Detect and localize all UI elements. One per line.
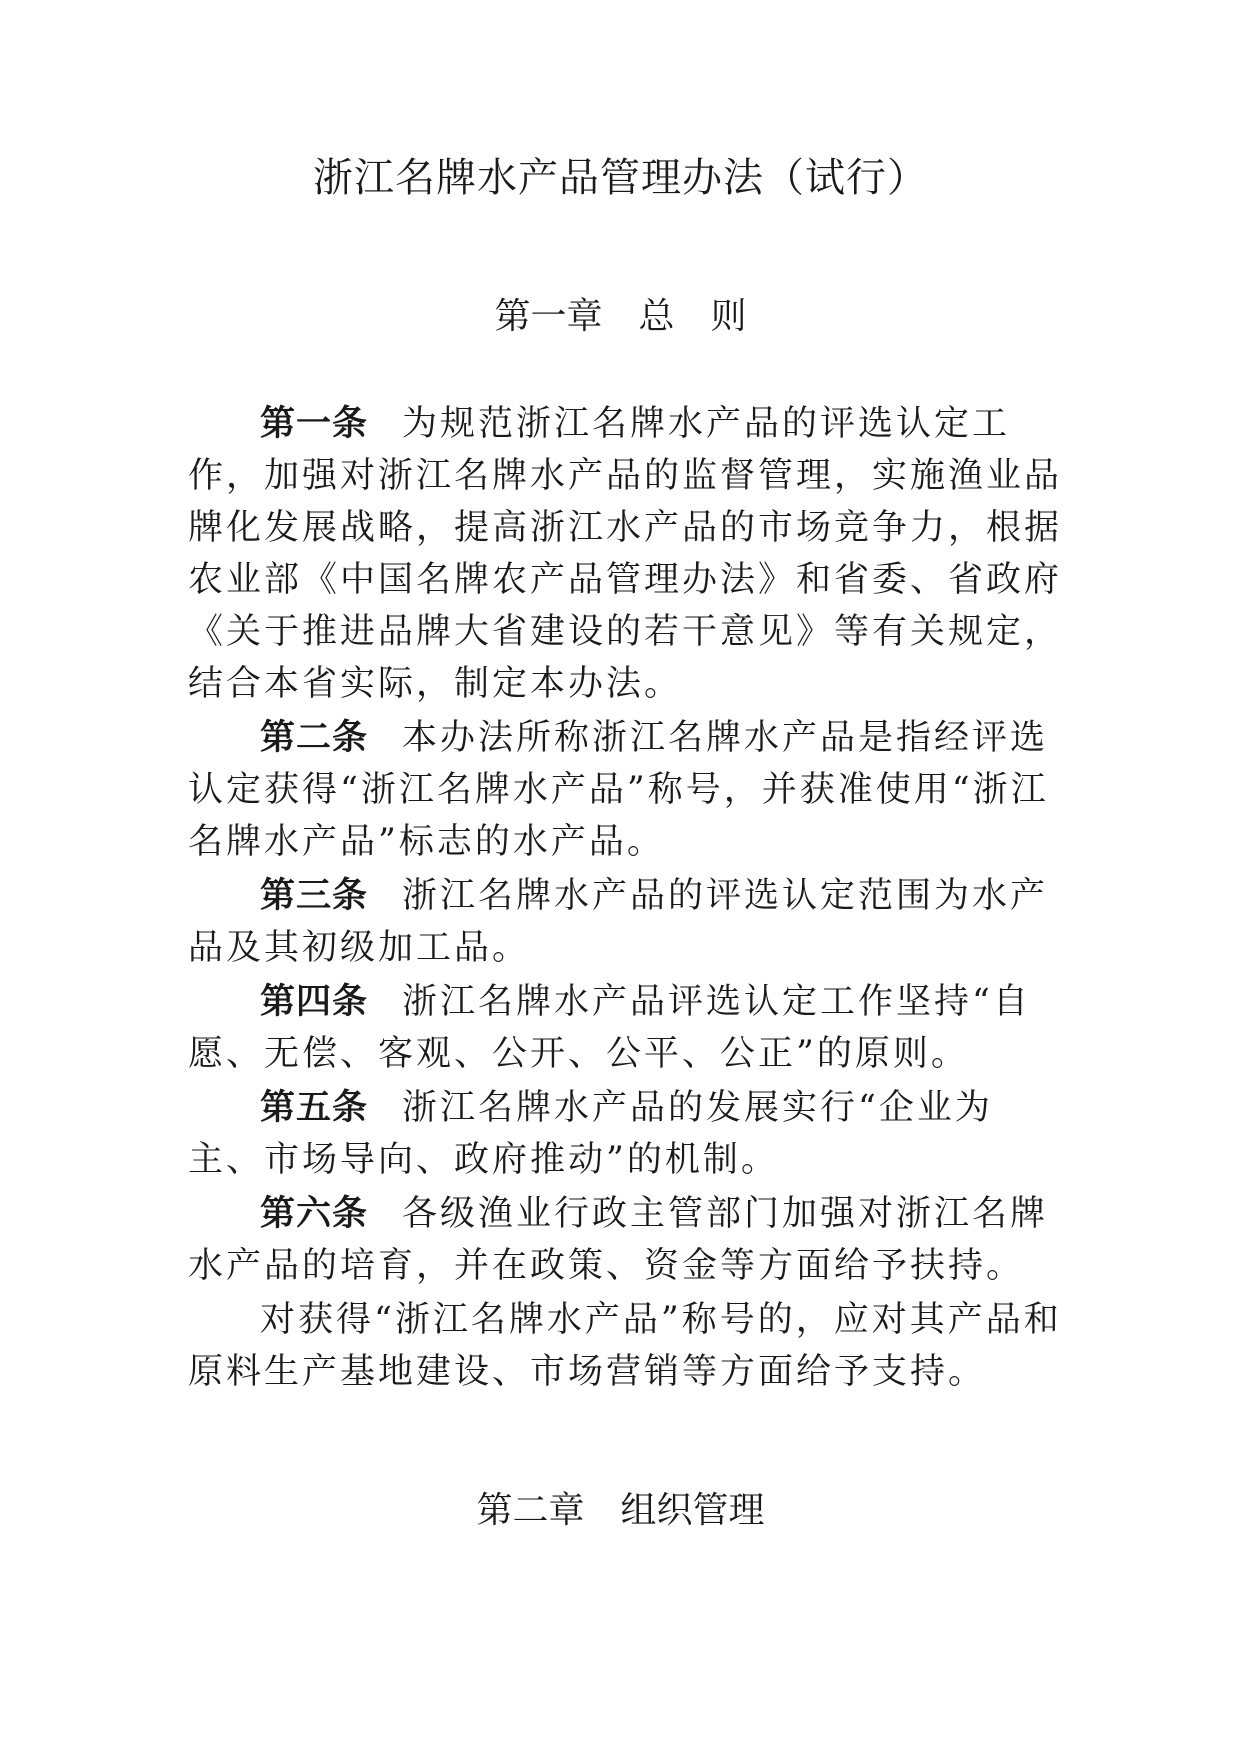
article-label: 第五条	[260, 1088, 369, 1128]
article-label: 第四条	[260, 982, 369, 1022]
article-2	[188, 712, 1068, 868]
article-6	[188, 1188, 1068, 1292]
document-title: 浙江名牌水产品管理办法（试行）	[313, 155, 928, 201]
article-text: 对获得“浙江名牌水产品”称号的，应对其产品和原料生产基地建设、市场营销等方面给予支持。	[188, 1300, 1062, 1392]
chapter-1-body	[188, 398, 1068, 1400]
article-text: 本办法所称浙江名牌水产品是指经评选认定获得“浙江名牌水产品”称号，并获准使用“浙江名牌水产品”标志的水产品。	[188, 718, 1049, 862]
article-label: 第三条	[260, 876, 369, 916]
chapter-heading-2: 第二章 组织管理	[476, 1490, 765, 1531]
article-4	[188, 976, 1068, 1080]
article-6-continuation	[188, 1294, 1068, 1398]
article-5	[188, 1082, 1068, 1186]
article-text: 浙江名牌水产品的发展实行“企业为主、市场导向、政府推动”的机制。	[188, 1088, 993, 1180]
article-label: 第一条	[260, 404, 369, 444]
article-label: 第二条	[260, 718, 369, 758]
chapter-heading-1: 第一章 总 则	[494, 296, 747, 337]
article-text: 浙江名牌水产品的评选认定范围为水产品及其初级加工品。	[188, 876, 1049, 968]
article-text: 为规范浙江名牌水产品的评选认定工作，加强对浙江名牌水产品的监督管理，实施渔业品牌化发展战略，提高浙江水产品的市场竞争力，根据农业部《中国名牌农产品管理办法》和省委、省政府《关于推进品牌大省建设的若干意见》等有关规定，结合本省实际，制定本办法。	[188, 404, 1063, 704]
article-1	[188, 398, 1068, 710]
article-3	[188, 870, 1068, 974]
article-text: 浙江名牌水产品评选认定工作坚持“自愿、无偿、客观、公开、公平、公正”的原则。	[188, 982, 1031, 1074]
article-text: 各级渔业行政主管部门加强对浙江名牌水产品的培育，并在政策、资金等方面给予扶持。	[188, 1194, 1049, 1286]
article-label: 第六条	[260, 1194, 369, 1234]
